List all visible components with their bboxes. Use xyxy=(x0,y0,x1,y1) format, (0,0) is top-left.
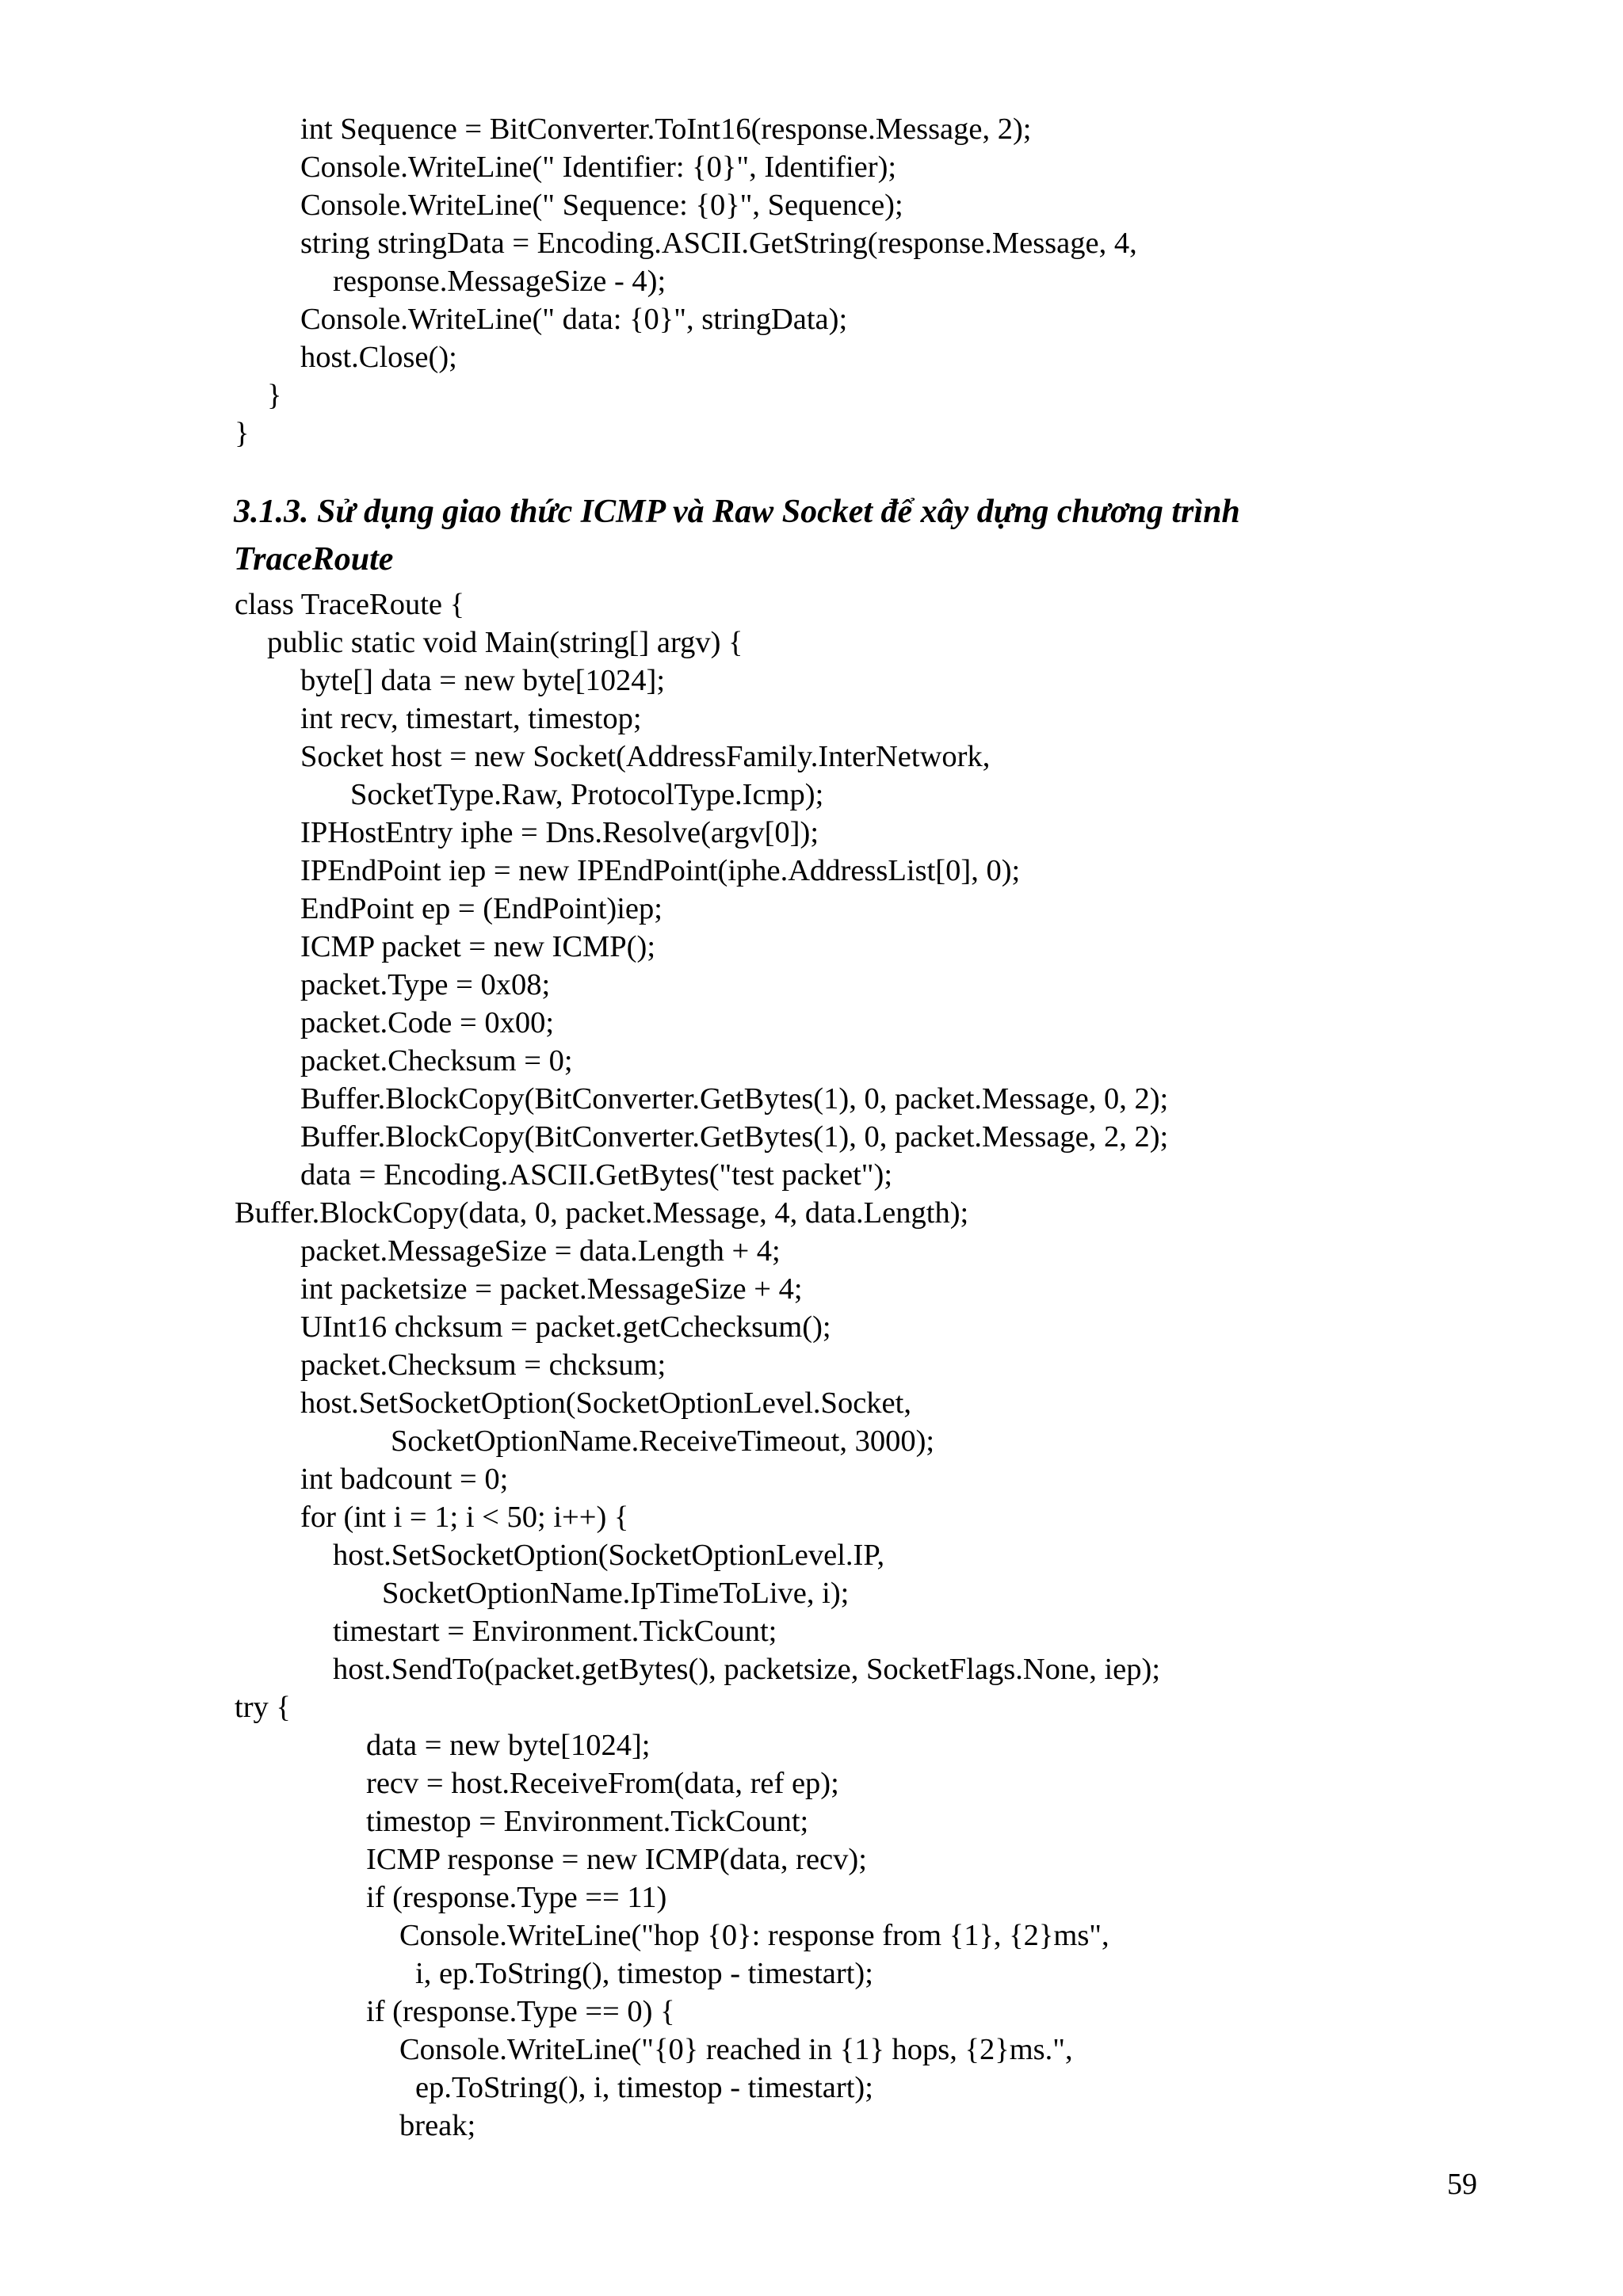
code-line: break; xyxy=(399,2109,476,2142)
code-line: string stringData = Encoding.ASCII.GetString(response.Message, 4, xyxy=(300,227,1137,260)
code-line: for (int i = 1; i < 50; i++) { xyxy=(300,1501,629,1534)
code-line: packet.MessageSize = data.Length + 4; xyxy=(300,1234,781,1268)
code-line: int recv, timestart, timestop; xyxy=(300,702,642,735)
code-line: UInt16 chcksum = packet.getCchecksum(); xyxy=(300,1310,831,1344)
code-line: int Sequence = BitConverter.ToInt16(response.Message, 2); xyxy=(300,113,1032,146)
code-line: ICMP packet = new ICMP(); xyxy=(300,930,656,963)
code-line: SocketOptionName.ReceiveTimeout, 3000); xyxy=(391,1425,935,1458)
code-line: Console.WriteLine("{0} reached in {1} hops, {2}ms.", xyxy=(399,2033,1073,2066)
code-line: IPHostEntry iphe = Dns.Resolve(argv[0]); xyxy=(300,816,819,849)
code-line: IPEndPoint iep = new IPEndPoint(iphe.AddressList[0], 0); xyxy=(300,854,1021,887)
code-line: recv = host.ReceiveFrom(data, ref ep); xyxy=(366,1767,839,1800)
code-line: try { xyxy=(235,1691,291,1724)
code-line: host.SetSocketOption(SocketOptionLevel.IP, xyxy=(333,1539,885,1572)
code-line: Console.WriteLine(" data: {0}", stringData); xyxy=(300,303,848,336)
code-line: Buffer.BlockCopy(BitConverter.GetBytes(1), 0, packet.Message, 0, 2); xyxy=(300,1082,1169,1116)
code-line: ep.ToString(), i, timestop - timestart); xyxy=(415,2071,873,2104)
code-line: timestop = Environment.TickCount; xyxy=(366,1805,809,1838)
code-line: byte[] data = new byte[1024]; xyxy=(300,664,666,697)
page-number: 59 xyxy=(1447,2168,1477,2201)
code-line: Socket host = new Socket(AddressFamily.InterNetwork, xyxy=(300,740,991,773)
code-line: host.Close(); xyxy=(300,341,457,374)
code-line: response.MessageSize - 4); xyxy=(333,265,666,298)
code-line: packet.Code = 0x00; xyxy=(300,1006,555,1039)
code-line: if (response.Type == 0) { xyxy=(366,1995,675,2028)
code-line: Buffer.BlockCopy(data, 0, packet.Message, 4, data.Length); xyxy=(235,1196,969,1230)
code-line: int packetsize = packet.MessageSize + 4; xyxy=(300,1272,803,1306)
code-line: int badcount = 0; xyxy=(300,1463,509,1496)
code-line: public static void Main(string[] argv) { xyxy=(267,626,743,659)
code-line: class TraceRoute { xyxy=(235,588,465,621)
section-heading-line-2: TraceRoute xyxy=(234,541,394,578)
code-line: data = new byte[1024]; xyxy=(366,1729,651,1762)
code-line: data = Encoding.ASCII.GetBytes("test packet"); xyxy=(300,1158,893,1192)
code-line: if (response.Type == 11) xyxy=(366,1881,667,1914)
code-line: timestart = Environment.TickCount; xyxy=(333,1615,777,1648)
section-heading-line-1: 3.1.3. Sử dụng giao thức ICMP và Raw Socket để xây dựng chương trình xyxy=(234,494,1240,530)
code-line: SocketOptionName.IpTimeToLive, i); xyxy=(382,1577,850,1610)
code-line: } xyxy=(267,379,282,412)
code-line: SocketType.Raw, ProtocolType.Icmp); xyxy=(350,778,824,811)
code-line: EndPoint ep = (EndPoint)iep; xyxy=(300,892,663,925)
code-line: packet.Type = 0x08; xyxy=(300,968,551,1001)
code-line: i, ep.ToString(), timestop - timestart); xyxy=(415,1957,873,1990)
code-line: host.SetSocketOption(SocketOptionLevel.Socket, xyxy=(300,1386,911,1420)
code-line: packet.Checksum = chcksum; xyxy=(300,1348,666,1382)
code-line: host.SendTo(packet.getBytes(), packetsize, SocketFlags.None, iep); xyxy=(333,1653,1161,1686)
code-line: Console.WriteLine(" Identifier: {0}", Identifier); xyxy=(300,151,897,184)
code-line: } xyxy=(235,417,250,450)
code-line: ICMP response = new ICMP(data, recv); xyxy=(366,1843,867,1876)
code-line: Console.WriteLine("hop {0}: response from {1}, {2}ms", xyxy=(399,1919,1109,1952)
code-line: Console.WriteLine(" Sequence: {0}", Sequence); xyxy=(300,189,903,222)
code-line: packet.Checksum = 0; xyxy=(300,1044,573,1077)
code-line: Buffer.BlockCopy(BitConverter.GetBytes(1), 0, packet.Message, 2, 2); xyxy=(300,1120,1169,1154)
